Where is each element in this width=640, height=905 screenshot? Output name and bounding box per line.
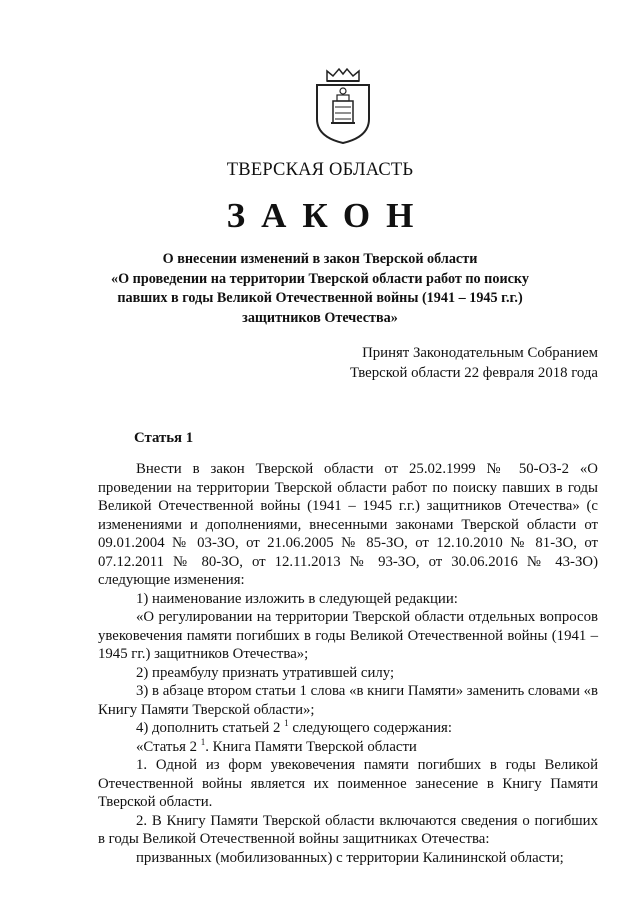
adoption-note <box>350 343 598 383</box>
paragraph: Внести в закон Тверской области от 25.02.1999 № 50-ОЗ-2 «О проведении на территории Тверской области работ по поиску павших в годы Великой Отечественной войны (1941 – 1945 г.г.) защитников Отечества» (с изменениями и дополнениями, внесенными законами Тверской области от 09.01.2004 № 03-ЗО, от 21.06.2005 № 85-ЗО, от 12.10.2010 № 81-ЗО, от 07.12.2011 № 80-ЗО, от 12.11.2013 № 93-ЗО, от 30.06.2016 № 43-ЗО) следующие изменения: <box>98 461 598 588</box>
paragraph: призванных (мобилизованных) с территории Калининской области; <box>136 849 564 866</box>
region-name: ТВЕРСКАЯ ОБЛАСТЬ <box>226 160 414 180</box>
paragraph: 2. В Книгу Памяти Тверской области включаются сведения о погибших в годы Великой Отечественной войны защитниках Отечества: <box>98 812 598 847</box>
paragraph: 3) в абзаце втором статьи 1 слова «в книги Памяти» заменить словами «в Книгу Памяти Тверской области»; <box>98 683 598 718</box>
coat-of-arms-emblem <box>313 67 373 145</box>
paragraph: 2) преамбулу признать утратившей силу; <box>136 664 395 681</box>
subtitle-line: павших в годы Великой Отечественной войны (1941 – 1945 г.г.) <box>117 290 523 306</box>
subtitle-line: «О проведении на территории Тверской области работ по поиску <box>110 270 529 287</box>
subtitle-line: О внесении изменений в закон Тверской области <box>162 251 478 267</box>
text-span: «Статья 2 <box>136 738 198 755</box>
paragraph: 1. Одной из форм увековечения памяти погибших в годы Великой Отечественной войны является их поименное занесение в Книгу Памяти Тверской области. <box>98 757 598 810</box>
article-title: Статья 1 <box>134 430 194 446</box>
article-body <box>98 460 598 867</box>
adoption-line: Тверской области 22 февраля 2018 года <box>349 365 598 381</box>
text-span: следующего содержания: <box>288 720 452 736</box>
superscript: 1 <box>200 736 206 747</box>
adoption-line: Принят Законодательным Собранием <box>362 345 598 361</box>
text-span: . Книга Памяти Тверской области <box>205 738 417 755</box>
document-type-title: ЗАКОН <box>226 196 430 235</box>
subtitle-line: защитников Отечества» <box>242 309 398 326</box>
article-2-1-heading <box>98 738 598 757</box>
superscript: 1 <box>284 718 289 729</box>
paragraph: 1) наименование изложить в следующей редакции: <box>136 590 458 607</box>
paragraph-item-4 <box>98 719 598 738</box>
law-subtitle <box>100 250 540 328</box>
paragraph: «О регулировании на территории Тверской области отдельных вопросов увековечения памяти погибших в годы Великой Отечественной войны (1941 – 1945 гг.) защитников Отечества»; <box>98 609 598 662</box>
text-span: 4) дополнить статьей 2 <box>136 720 281 736</box>
